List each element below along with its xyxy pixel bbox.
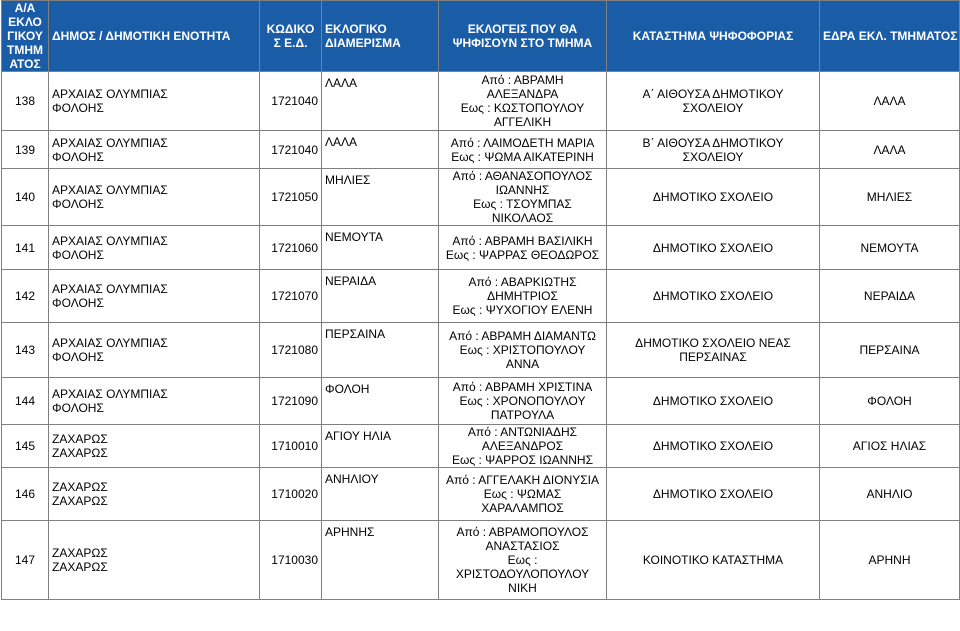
row-number: 140	[2, 169, 49, 226]
voter-range-line: ΑΝΑΣΤΑΣΙΟΣ	[485, 539, 560, 553]
voter-range-line: ΠΑΤΡΟΥΛΑ	[490, 408, 555, 422]
voter-range	[439, 521, 607, 600]
voter-range	[439, 323, 607, 378]
voter-range-line: ΑΛΕΞΑΝΔΡΟΣ	[481, 439, 564, 453]
municipality-cell-line: ΖΑΧΑΡΩΣ	[52, 560, 108, 574]
voter-range	[439, 169, 607, 226]
polling-location-line: ΔΗΜΟΤΙΚΟ ΣΧΟΛΕΙΟ	[652, 190, 774, 204]
polling-location	[607, 323, 820, 378]
polling-location	[607, 131, 820, 169]
district-code: 1721050	[260, 169, 322, 226]
municipality-cell-line: ΑΡΧΑΙΑΣ ΟΛΥΜΠΙΑΣ	[52, 282, 168, 296]
row-number: 147	[2, 521, 49, 600]
section-seat: ΑΝΗΛΙΟ	[820, 468, 960, 521]
voter-range-line: Εως : ΚΩΣΤΟΠΟΥΛΟΥ	[460, 101, 585, 115]
row-number: 138	[2, 72, 49, 131]
row-number: 146	[2, 468, 49, 521]
polling-stations-table	[1, 0, 960, 600]
municipality-cell	[49, 270, 260, 323]
municipality-cell-line: ΦΟΛΟΗΣ	[52, 149, 104, 164]
polling-location	[607, 226, 820, 270]
electoral-district: ΜΗΛΙΕΣ	[322, 169, 439, 226]
voter-range	[439, 131, 607, 169]
section-seat: ΝΕΡΑΙΔΑ	[820, 270, 960, 323]
municipality-cell-line: ΖΑΧΑΡΩΣ	[52, 546, 108, 560]
polling-location-line: ΔΗΜΟΤΙΚΟ ΣΧΟΛΕΙΟ	[652, 240, 774, 255]
voter-range-line: Εως : ΨΥΧΟΓΙΟΥ ΕΛΕΝΗ	[452, 303, 593, 317]
municipality-cell	[49, 72, 260, 131]
municipality-cell-line: ΦΟΛΟΗΣ	[52, 197, 104, 211]
table-row	[2, 169, 960, 226]
row-number: 142	[2, 270, 49, 323]
electoral-district: ΦΟΛΟΗ	[322, 378, 439, 425]
header-num: Α/Α ΕΚΛΟ ΓΙΚΟΥ ΤΜΗΜ ΑΤΟΣ	[2, 1, 49, 72]
electoral-district: ΛΑΛΑ	[322, 131, 439, 169]
voter-range-line: ΑΓΓΕΛΙΚΗ	[493, 115, 552, 129]
header-seat: ΕΔΡΑ ΕΚΛ. ΤΜΗΜΑΤΟΣ	[820, 1, 960, 72]
table-row	[2, 468, 960, 521]
table-row	[2, 131, 960, 169]
voter-range-line: ΧΑΡΑΛΑΜΠΟΣ	[481, 501, 564, 515]
district-code: 1721090	[260, 378, 322, 425]
voter-range-line: Από : ΑΘΑΝΑΣΟΠΟΥΛΟΣ	[452, 169, 593, 183]
polling-location-line: ΚΟΙΝΟΤΙΚΟ ΚΑΤΑΣΤΗΜΑ	[642, 553, 784, 567]
header-district: ΕΚΛΟΓΙΚΟ ΔΙΑΜΕΡΙΣΜΑ	[322, 1, 439, 72]
electoral-district: ΝΕΜΟΥΤΑ	[322, 226, 439, 270]
header-location: ΚΑΤΑΣΤΗΜΑ ΨΗΦΟΦΟΡΙΑΣ	[607, 1, 820, 72]
voter-range-line: Από : ΑΒΡΑΜΟΠΟΥΛΟΣ	[456, 525, 589, 539]
municipality-cell-line: ΖΑΧΑΡΩΣ	[52, 480, 108, 494]
section-seat: ΜΗΛΙΕΣ	[820, 169, 960, 226]
municipality-cell	[49, 378, 260, 425]
polling-location-line: ΔΗΜΟΤΙΚΟ ΣΧΟΛΕΙΟ	[652, 289, 774, 303]
voter-range-line: Από : ΑΝΤΩΝΙΑΔΗΣ	[467, 425, 578, 439]
district-code: 1710030	[260, 521, 322, 600]
header-voters: ΕΚΛΟΓΕΙΣ ΠΟΥ ΘΑ ΨΗΦΙΣΟΥΝ ΣΤΟ ΤΜΗΜΑ	[439, 1, 607, 72]
district-code: 1721060	[260, 226, 322, 270]
district-code: 1721080	[260, 323, 322, 378]
table-row	[2, 323, 960, 378]
voter-range-line: Εως : ΨΩΜΑΣ	[483, 487, 562, 501]
municipality-cell-line: ΖΑΧΑΡΩΣ	[52, 446, 108, 460]
municipality-cell-line: ΦΟΛΟΗΣ	[52, 247, 104, 262]
district-code: 1710010	[260, 425, 322, 468]
row-number: 143	[2, 323, 49, 378]
municipality-cell-line: ΑΡΧΑΙΑΣ ΟΛΥΜΠΙΑΣ	[52, 336, 168, 350]
table-row	[2, 72, 960, 131]
header-row	[2, 1, 960, 72]
electoral-district: ΝΕΡΑΙΔΑ	[322, 270, 439, 323]
voter-range-line: ΑΝΝΑ	[505, 357, 540, 371]
municipality-cell-line: ΦΟΛΟΗΣ	[52, 350, 104, 364]
voter-range-line: Εως : ΨΩΜΑ ΑΙΚΑΤΕΡΙΝΗ	[451, 149, 594, 164]
row-number: 144	[2, 378, 49, 425]
polling-location	[607, 378, 820, 425]
electoral-district: ΑΡΗΝΗΣ	[322, 521, 439, 600]
municipality-cell	[49, 323, 260, 378]
header-code: ΚΩΔΙΚΟ Σ Ε.Δ.	[260, 1, 322, 72]
section-seat: ΠΕΡΣΑΙΝΑ	[820, 323, 960, 378]
municipality-cell	[49, 226, 260, 270]
voter-range-line: ΔΗΜΗΤΡΙΟΣ	[487, 289, 558, 303]
voter-range-line: Από : ΛΑΙΜΟΔΕΤΗ ΜΑΡΙΑ	[450, 135, 595, 150]
table-row	[2, 425, 960, 468]
voter-range-line: Εως : ΨΑΡΡΟΣ ΙΩΑΝΝΗΣ	[451, 453, 593, 467]
voter-range-line: Από : ΑΒΑΡΚΙΩΤΗΣ	[468, 275, 577, 289]
voter-range-line: Εως : ΧΡΙΣΤΟΠΟΥΛΟΥ	[459, 343, 586, 357]
electoral-district: ΑΝΗΛΙΟΥ	[322, 468, 439, 521]
polling-location-line: ΣΧΟΛΕΙΟΥ	[682, 101, 744, 115]
district-code: 1721040	[260, 72, 322, 131]
section-seat: ΑΓΙΟΣ ΗΛΙΑΣ	[820, 425, 960, 468]
municipality-cell	[49, 425, 260, 468]
section-seat: ΑΡΗΝΗ	[820, 521, 960, 600]
table-row	[2, 270, 960, 323]
polling-location	[607, 468, 820, 521]
voter-range-line: Από : ΑΓΓΕΛΑΚΗ ΔΙΟΝΥΣΙΑ	[446, 473, 599, 487]
row-number: 141	[2, 226, 49, 270]
municipality-cell	[49, 131, 260, 169]
polling-location-line: ΔΗΜΟΤΙΚΟ ΣΧΟΛΕΙΟ	[652, 394, 774, 408]
table-row	[2, 378, 960, 425]
polling-location	[607, 270, 820, 323]
polling-location-line: Β΄ ΑΙΘΟΥΣΑ ΔΗΜΟΤΙΚΟΥ	[642, 135, 784, 150]
table-row	[2, 226, 960, 270]
section-seat: ΛΑΛΑ	[820, 72, 960, 131]
polling-location-line: ΣΧΟΛΕΙΟΥ	[682, 149, 744, 164]
district-code: 1721040	[260, 131, 322, 169]
polling-location-line: ΔΗΜΟΤΙΚΟ ΣΧΟΛΕΙΟ ΝΕΑΣ	[635, 336, 791, 350]
voter-range-line: ΑΛΕΞΑΝΔΡΑ	[486, 87, 559, 101]
polling-location	[607, 521, 820, 600]
section-seat: ΝΕΜΟΥΤΑ	[820, 226, 960, 270]
voter-range	[439, 378, 607, 425]
polling-location	[607, 72, 820, 131]
municipality-cell	[49, 169, 260, 226]
electoral-district: ΛΑΛΑ	[322, 72, 439, 131]
district-code: 1710020	[260, 468, 322, 521]
municipality-cell-line: ΦΟΛΟΗΣ	[52, 296, 104, 310]
voter-range-line: ΝΙΚΗ	[508, 581, 537, 595]
row-number: 139	[2, 131, 49, 169]
voter-range-line: Από : ΑΒΡΑΜΗ ΧΡΙΣΤΙΝΑ	[452, 380, 593, 394]
voter-range	[439, 468, 607, 521]
municipality-cell-line: ΑΡΧΑΙΑΣ ΟΛΥΜΠΙΑΣ	[52, 135, 168, 150]
voter-range-line: Από : ΑΒΡΑΜΗ ΔΙΑΜΑΝΤΩ	[449, 329, 596, 343]
voter-range-line: Εως :	[507, 553, 538, 567]
municipality-cell-line: ΑΡΧΑΙΑΣ ΟΛΥΜΠΙΑΣ	[52, 387, 168, 401]
polling-location-line: ΠΕΡΣΑΙΝΑΣ	[679, 350, 747, 364]
voter-range-line: ΧΡΙΣΤΟΔΟΥΛΟΠΟΥΛΟΥ	[455, 567, 590, 581]
voter-range-line: Εως : ΤΣΟΥΜΠΑΣ	[473, 197, 572, 211]
section-seat: ΛΑΛΑ	[820, 131, 960, 169]
municipality-cell-line: ΑΡΧΑΙΑΣ ΟΛΥΜΠΙΑΣ	[52, 233, 168, 248]
municipality-cell-line: ΖΑΧΑΡΩΣ	[52, 432, 108, 446]
district-code: 1721070	[260, 270, 322, 323]
voter-range-line: Από : ΑΒΡΑΜΗ ΒΑΣΙΛΙΚΗ	[452, 233, 593, 248]
municipality-cell	[49, 521, 260, 600]
municipality-cell-line: ΑΡΧΑΙΑΣ ΟΛΥΜΠΙΑΣ	[52, 87, 168, 101]
voter-range-line: ΙΩΑΝΝΗΣ	[495, 183, 550, 197]
polling-location-line: ΔΗΜΟΤΙΚΟ ΣΧΟΛΕΙΟ	[652, 487, 774, 501]
voter-range	[439, 72, 607, 131]
municipality-cell-line: ΦΟΛΟΗΣ	[52, 401, 104, 415]
electoral-district: ΠΕΡΣΑΙΝΑ	[322, 323, 439, 378]
section-seat: ΦΟΛΟΗ	[820, 378, 960, 425]
table-row	[2, 521, 960, 600]
municipality-cell-line: ΖΑΧΑΡΩΣ	[52, 494, 108, 508]
municipality-cell	[49, 468, 260, 521]
voter-range	[439, 425, 607, 468]
voter-range	[439, 270, 607, 323]
row-number: 145	[2, 425, 49, 468]
voter-range-line: Από : ΑΒΡΑΜΗ	[481, 73, 564, 87]
voter-range-line: Εως : ΨΑΡΡΑΣ ΘΕΟΔΩΡΟΣ	[445, 247, 600, 262]
voter-range	[439, 226, 607, 270]
polling-location	[607, 169, 820, 226]
polling-location-line: ΔΗΜΟΤΙΚΟ ΣΧΟΛΕΙΟ	[652, 439, 774, 453]
municipality-cell-line: ΑΡΧΑΙΑΣ ΟΛΥΜΠΙΑΣ	[52, 183, 168, 197]
voter-range-line: Εως : ΧΡΟΝΟΠΟΥΛΟΥ	[459, 394, 586, 408]
voter-range-line: ΝΙΚΟΛΑΟΣ	[491, 211, 554, 225]
polling-location-line: Α΄ ΑΙΘΟΥΣΑ ΔΗΜΟΤΙΚΟΥ	[642, 87, 784, 101]
electoral-district: ΑΓΙΟΥ ΗΛΙΑ	[322, 425, 439, 468]
header-municipality: ΔΗΜΟΣ / ΔΗΜΟΤΙΚΗ ΕΝΟΤΗΤΑ	[49, 1, 260, 72]
polling-location	[607, 425, 820, 468]
municipality-cell-line: ΦΟΛΟΗΣ	[52, 101, 104, 115]
